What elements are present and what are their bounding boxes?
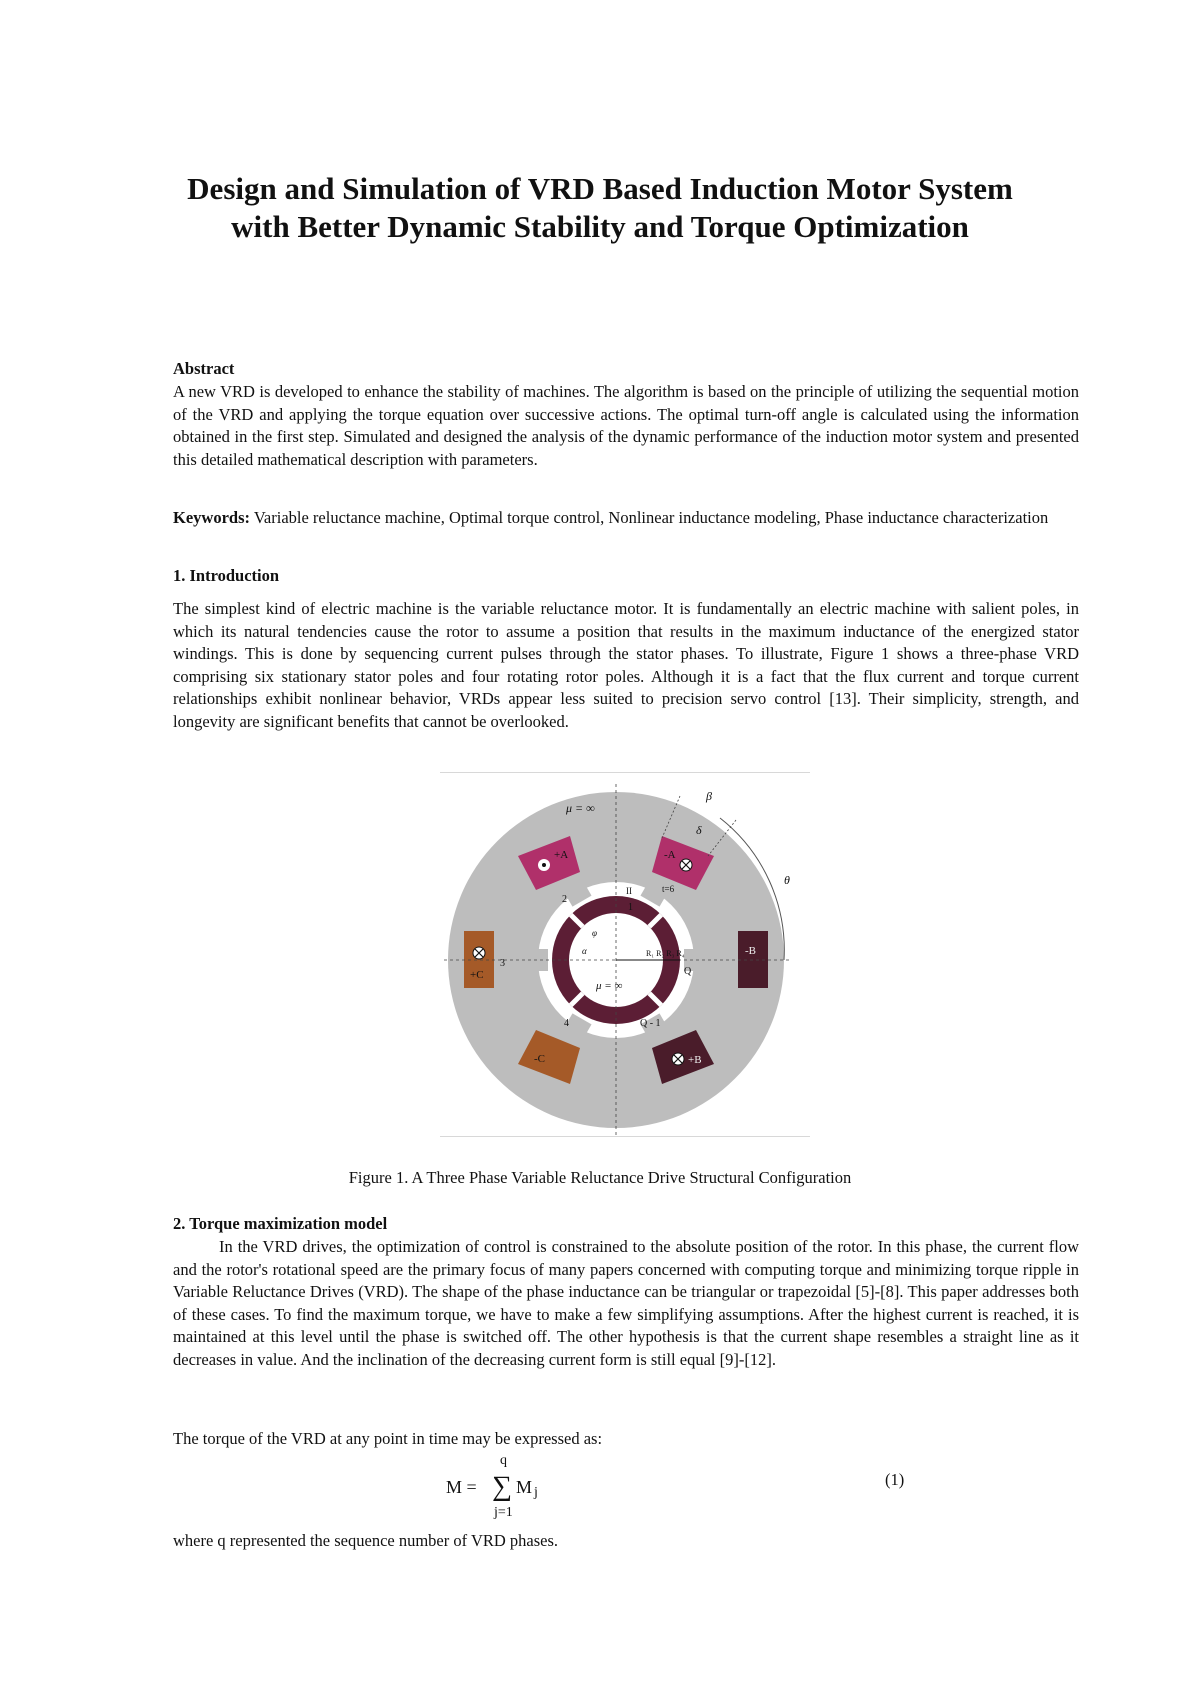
label-nq1: Q - 1 <box>640 1018 661 1029</box>
where-text: where q represented the sequence number of VRD phases. <box>173 1531 559 1550</box>
label-minus-b: -B <box>745 945 756 957</box>
label-nii: II <box>626 886 632 896</box>
coil-minus-b <box>738 931 768 988</box>
label-plus-a: +A <box>554 849 569 861</box>
section2-text: In the VRD drives, the optimization of control is constrained to the absolute position of the rotor. In this phase, the current flow and the rotor's rotational speed are the primary focus of many papers concerned with computing torque and minimizing torque ripple in Variable Reluctance Drives (VRD). The shape of the phase inductance can be triangular or trapezoidal [5]-[8]. This paper addresses both of these cases. To find the maximum torque, we have to make a few simplifying assumptions. After the highest current is reached, it is maintained at this level until the phase is switched off. The other hypothesis is that the current shape resembles a straight line as it decreases in value. And the inclination of the decreasing current form is still equal [9]-[12]. <box>173 1237 1079 1369</box>
equation-1 <box>440 1455 940 1525</box>
keywords <box>173 507 1079 530</box>
intro-text: The simplest kind of electric machine is the variable reluctance motor. It is fundamentally an electric machine with salient poles, in which its natural tendencies cause the rotor to assume a position that results in the maximum inductance of the energized stator windings. This is done by sequencing current pulses through the stator phases. To illustrate, Figure 1 shows a three-phase VRD comprising six stationary stator poles and four rotating rotor poles. Although it is a fact that the flux current and torque current relationships exhibit nonlinear behavior, VRDs appear less suited to precision servo control [13]. Their simplicity, strength, and longevity are significant benefits that cannot be overlooked. <box>173 599 1079 731</box>
title-line-1: Design and Simulation of VRD Based Induction Motor System <box>187 171 1013 206</box>
label-beta: β <box>706 789 712 803</box>
dot-symbol-center-icon <box>542 863 546 867</box>
label-nq: Q <box>684 966 692 977</box>
figure-top-rule <box>440 772 810 773</box>
eq-lhs: M = <box>446 1477 477 1497</box>
eq-upper-limit: q <box>500 1453 507 1468</box>
label-minus-c: -C <box>534 1053 545 1065</box>
keywords-label: Keywords: <box>173 508 250 527</box>
abstract-heading: Abstract <box>173 359 235 378</box>
label-n1: 1 <box>628 902 633 913</box>
eq-subscript: j <box>534 1485 538 1500</box>
label-theta: θ <box>784 873 790 887</box>
label-n2: 2 <box>562 894 567 905</box>
label-mu-outer: μ = ∞ <box>566 801 595 815</box>
paper-title <box>150 170 1050 246</box>
coil-minus-b-body <box>738 931 768 988</box>
eq-lower-limit: j=1 <box>494 1505 513 1520</box>
label-r-values: R₁ R₂ R₃ R₄ <box>646 949 685 958</box>
label-plus-c: +C <box>470 969 484 981</box>
label-ns: t=6 <box>662 884 675 894</box>
label-n3: 3 <box>500 958 505 969</box>
abstract-text: A new VRD is developed to enhance the stability of machines. The algorithm is based on the principle of utilizing the sequential motion of the VRD and applying the torque equation over successive actions. The optimal turn-off angle is calculated using the information obtained in the first step. Simulated and designed the analysis of the dynamic performance of the induction motor system and presented this detailed mathematical description with parameters. <box>173 382 1079 469</box>
intro-heading: 1. Introduction <box>173 566 280 585</box>
label-alpha: α <box>582 946 587 956</box>
torque-intro: The torque of the VRD at any point in time may be expressed as: <box>173 1429 603 1448</box>
label-n4: 4 <box>564 1018 569 1029</box>
label-phi: φ <box>592 928 597 938</box>
label-minus-a: -A <box>664 849 676 861</box>
equation-number: (1) <box>885 1470 905 1489</box>
title-line-2: with Better Dynamic Stability and Torque Optimization <box>231 209 969 244</box>
eq-sum-symbol: ∑ <box>492 1471 512 1502</box>
keywords-text: Variable reluctance machine, Optimal torque control, Nonlinear inductance modeling, Phase inductance characterization <box>250 508 1049 527</box>
label-mu-inner: μ = ∞ <box>596 980 623 992</box>
label-plus-b: +B <box>688 1054 702 1066</box>
coil-plus-c <box>464 931 494 988</box>
section2-heading: 2. Torque maximization model <box>173 1214 388 1233</box>
vrd-diagram <box>440 776 810 1146</box>
label-delta: δ <box>696 823 702 837</box>
figure-caption: Figure 1. A Three Phase Variable Reluctance Drive Structural Configuration <box>348 1168 852 1187</box>
eq-term: M <box>516 1477 533 1497</box>
